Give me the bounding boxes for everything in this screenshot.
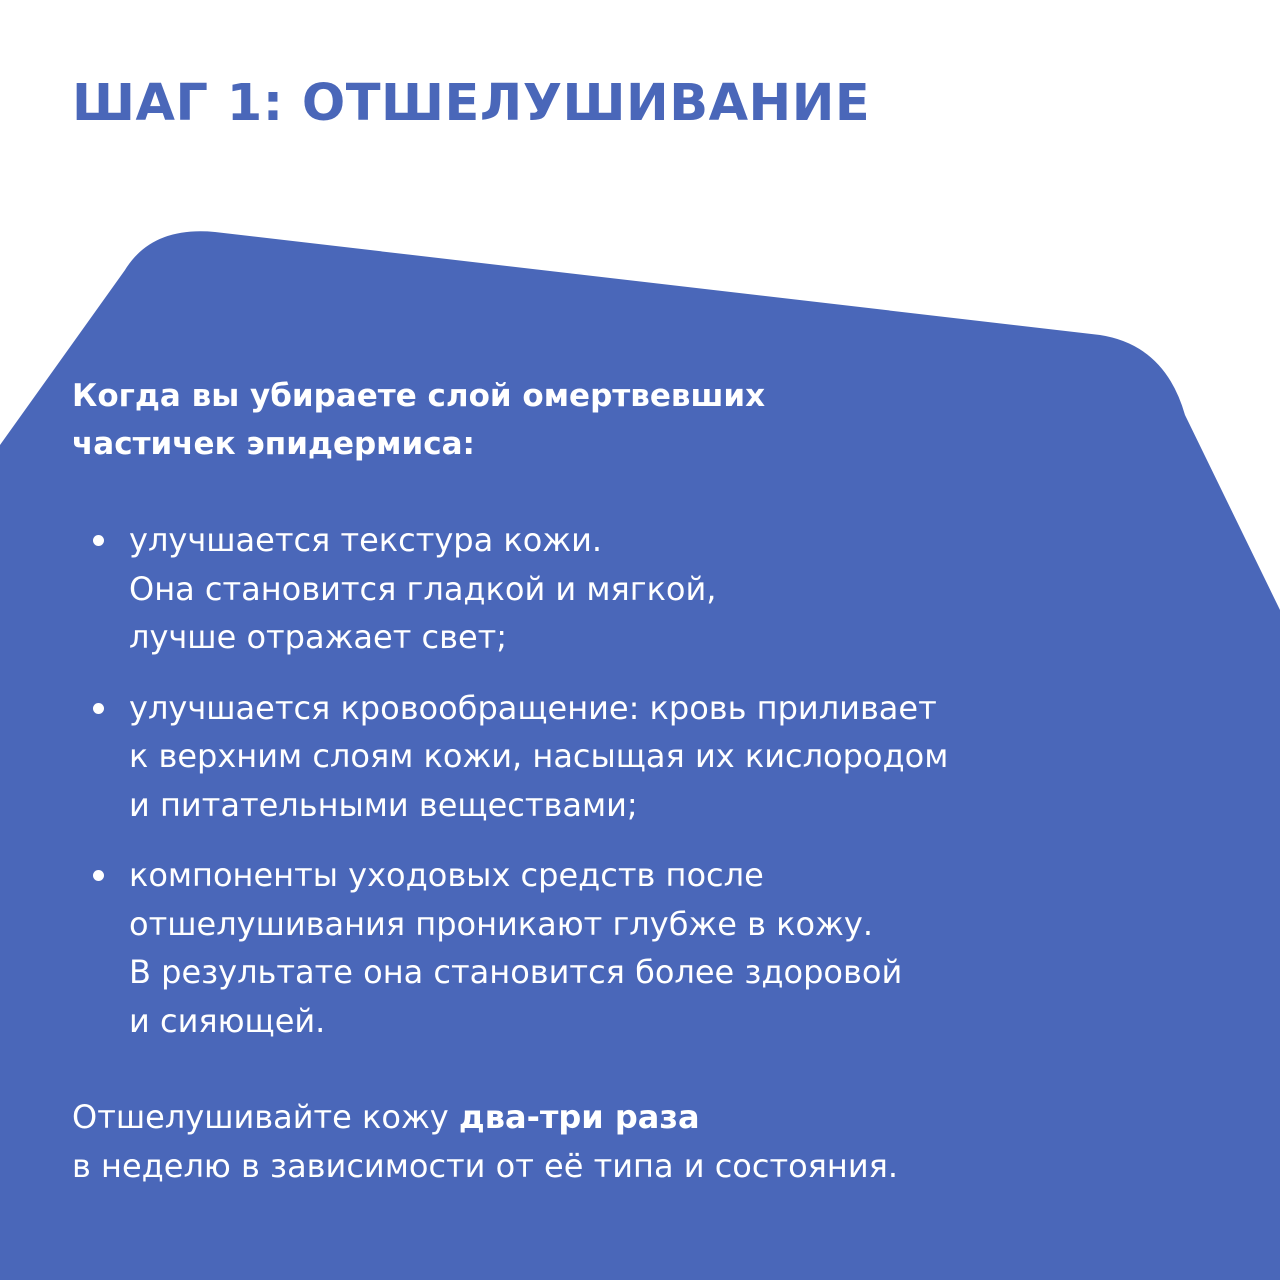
list-item-text: улучшается кровообращение: кровь приливает к верхним слоям кожи, насыщая их кислородом и питательными веществами; bbox=[129, 688, 949, 824]
content-block bbox=[72, 372, 1082, 1190]
list-item bbox=[72, 851, 1082, 1045]
page-title: ШАГ 1: ОТШЕЛУШИВАНИЕ bbox=[72, 74, 871, 133]
closing-text bbox=[72, 1093, 1082, 1190]
bullet-icon bbox=[93, 870, 104, 881]
closing-text-end: в неделю в зависимости от её типа и состояния. bbox=[72, 1146, 899, 1185]
list-item-text: улучшается текстура кожи. Она становится гладкой и мягкой, лучше отражает свет; bbox=[129, 521, 717, 656]
list-item-text: компоненты уходовых средств после отшелушивания проникают глубже в кожу. В результате она становится более здоровой и сияющей. bbox=[129, 856, 903, 1040]
bullet-icon bbox=[93, 703, 104, 714]
benefits-list bbox=[72, 516, 1082, 1045]
list-item bbox=[72, 516, 1082, 662]
closing-text-start: Отшелушивайте кожу bbox=[72, 1098, 459, 1136]
bullet-icon bbox=[93, 535, 104, 546]
list-item bbox=[72, 684, 1082, 830]
closing-text-highlight: два-три раза bbox=[458, 1098, 700, 1136]
intro-text: Когда вы убираете слой омертвевших частичек эпидермиса: bbox=[72, 378, 766, 462]
